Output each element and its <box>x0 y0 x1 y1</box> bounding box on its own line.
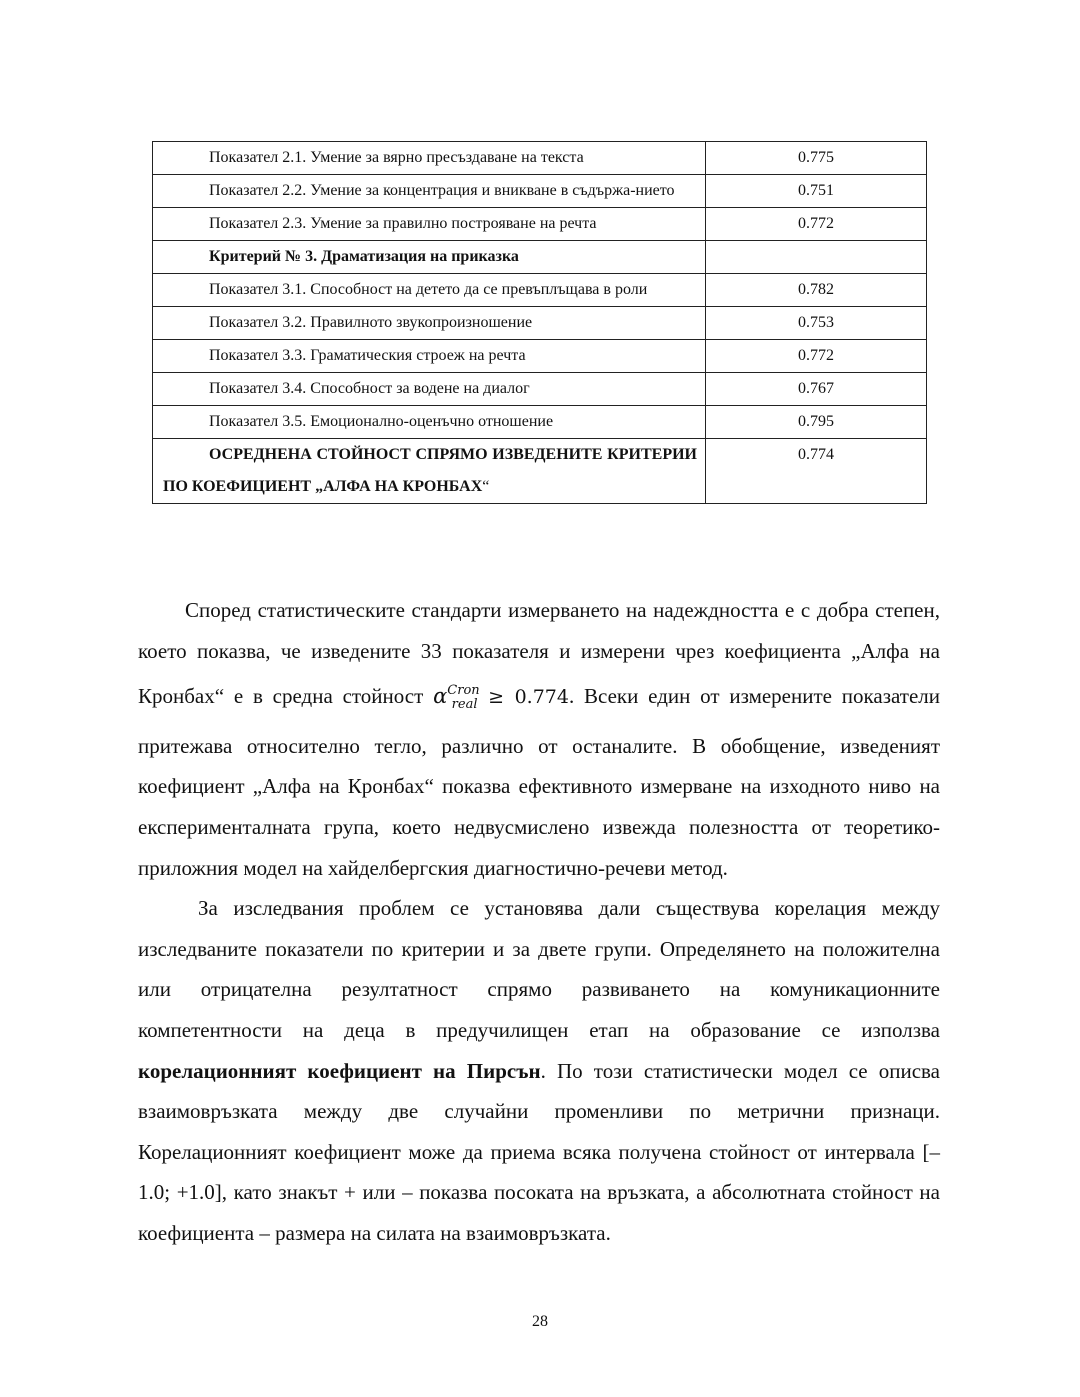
body-text <box>138 590 940 1254</box>
alpha-subscript: real <box>451 697 478 713</box>
table-row <box>153 142 927 175</box>
pearson-term: корелационният коефициент на Пирсън <box>138 1058 541 1083</box>
row-value: 0.782 <box>706 274 927 307</box>
row-label: Показател 3.1. Способност на детето да се превъплъщава в роли <box>153 274 706 307</box>
paragraph-correlation <box>138 888 940 1253</box>
row-label: Показател 2.1. Умение за вярно пресъздаване на текста <box>153 142 706 175</box>
table-row-average <box>153 439 927 504</box>
row-value <box>706 241 927 274</box>
alpha-symbol: α <box>433 684 448 709</box>
paragraph-text: . Всеки един от измерените показатели притежава относително тегло, различно от останалите. В обобщение, изведеният коефициент „Алфа на Кронбах“ показва ефективното измерване на изходното ниво на експерименталната група, което недвусмислено извежда полезността от теоретико-приложния модел на хайделбергския диагностично-речеви метод. <box>138 684 940 880</box>
row-label: Показател 2.2. Умение за концентрация и вникване в съдържа-нието <box>153 175 706 208</box>
page-number: 28 <box>532 1313 548 1330</box>
row-value: 0.753 <box>706 307 927 340</box>
table-row <box>153 274 927 307</box>
table-row <box>153 175 927 208</box>
average-label-text: ОСРЕДНЕНА СТОЙНОСТ СПРЯМО ИЗВЕДЕНИТЕ КРИТЕРИИ ПО КОЕФИЦИЕНТ „АЛФА НА КРОНБАХ <box>163 446 697 495</box>
table-row-criterion-heading <box>153 241 927 274</box>
paragraph-text: . По този статистически модел се описва взаимовръзката между две случайни променливи по метрични признаци. Корелационният коефициент може да приема всяка получена стойност от интервала [–1.0; +1.0], като знакът + или – показва посоката на връзката, а абсолютната стойност на коефициента – размера на силата на взаимовръзката. <box>138 1058 940 1245</box>
alpha-inequality: ≥ 0.774 <box>477 686 569 709</box>
paragraph-reliability <box>138 590 940 888</box>
paragraph-text: За изследвания проблем се установява дали съществува корелация между изследваните показатели по критерии и за двете групи. Определянето на положителна или отрицателна резултатност спрямо развиването на комуникационните компетентности на деца в предучилищен етап на образование се използва <box>138 896 940 1042</box>
alpha-superscript: Cron <box>447 683 480 699</box>
row-value: 0.795 <box>706 406 927 439</box>
row-value: 0.772 <box>706 340 927 373</box>
row-value: 0.775 <box>706 142 927 175</box>
row-value: 0.772 <box>706 208 927 241</box>
table-row <box>153 373 927 406</box>
table-row <box>153 208 927 241</box>
average-label-quote: “ <box>482 478 490 495</box>
row-label: Показател 3.3. Граматическия строеж на речта <box>153 340 706 373</box>
row-value: 0.751 <box>706 175 927 208</box>
table-row <box>153 340 927 373</box>
row-value: 0.767 <box>706 373 927 406</box>
table-row <box>153 307 927 340</box>
criteria-table <box>152 141 927 504</box>
row-label: Показател 3.2. Правилното звукопроизношение <box>153 307 706 340</box>
row-label: Показател 2.3. Умение за правилно построяване на речта <box>153 208 706 241</box>
table-row <box>153 406 927 439</box>
average-label <box>153 439 706 504</box>
row-label: Показател 3.5. Емоционално-оценъчно отношение <box>153 406 706 439</box>
criterion-heading: Критерий № 3. Драматизация на приказка <box>153 241 706 274</box>
row-label: Показател 3.4. Способност за водене на диалог <box>153 373 706 406</box>
average-value: 0.774 <box>706 439 927 504</box>
paragraph-text: Според статистическите стандарти измерването на надеждността е с добра степен, което показва, че изведените 33 показателя и измерени чрез коефициента „Алфа на Кронбах“ е в средна стойност <box>138 598 940 709</box>
